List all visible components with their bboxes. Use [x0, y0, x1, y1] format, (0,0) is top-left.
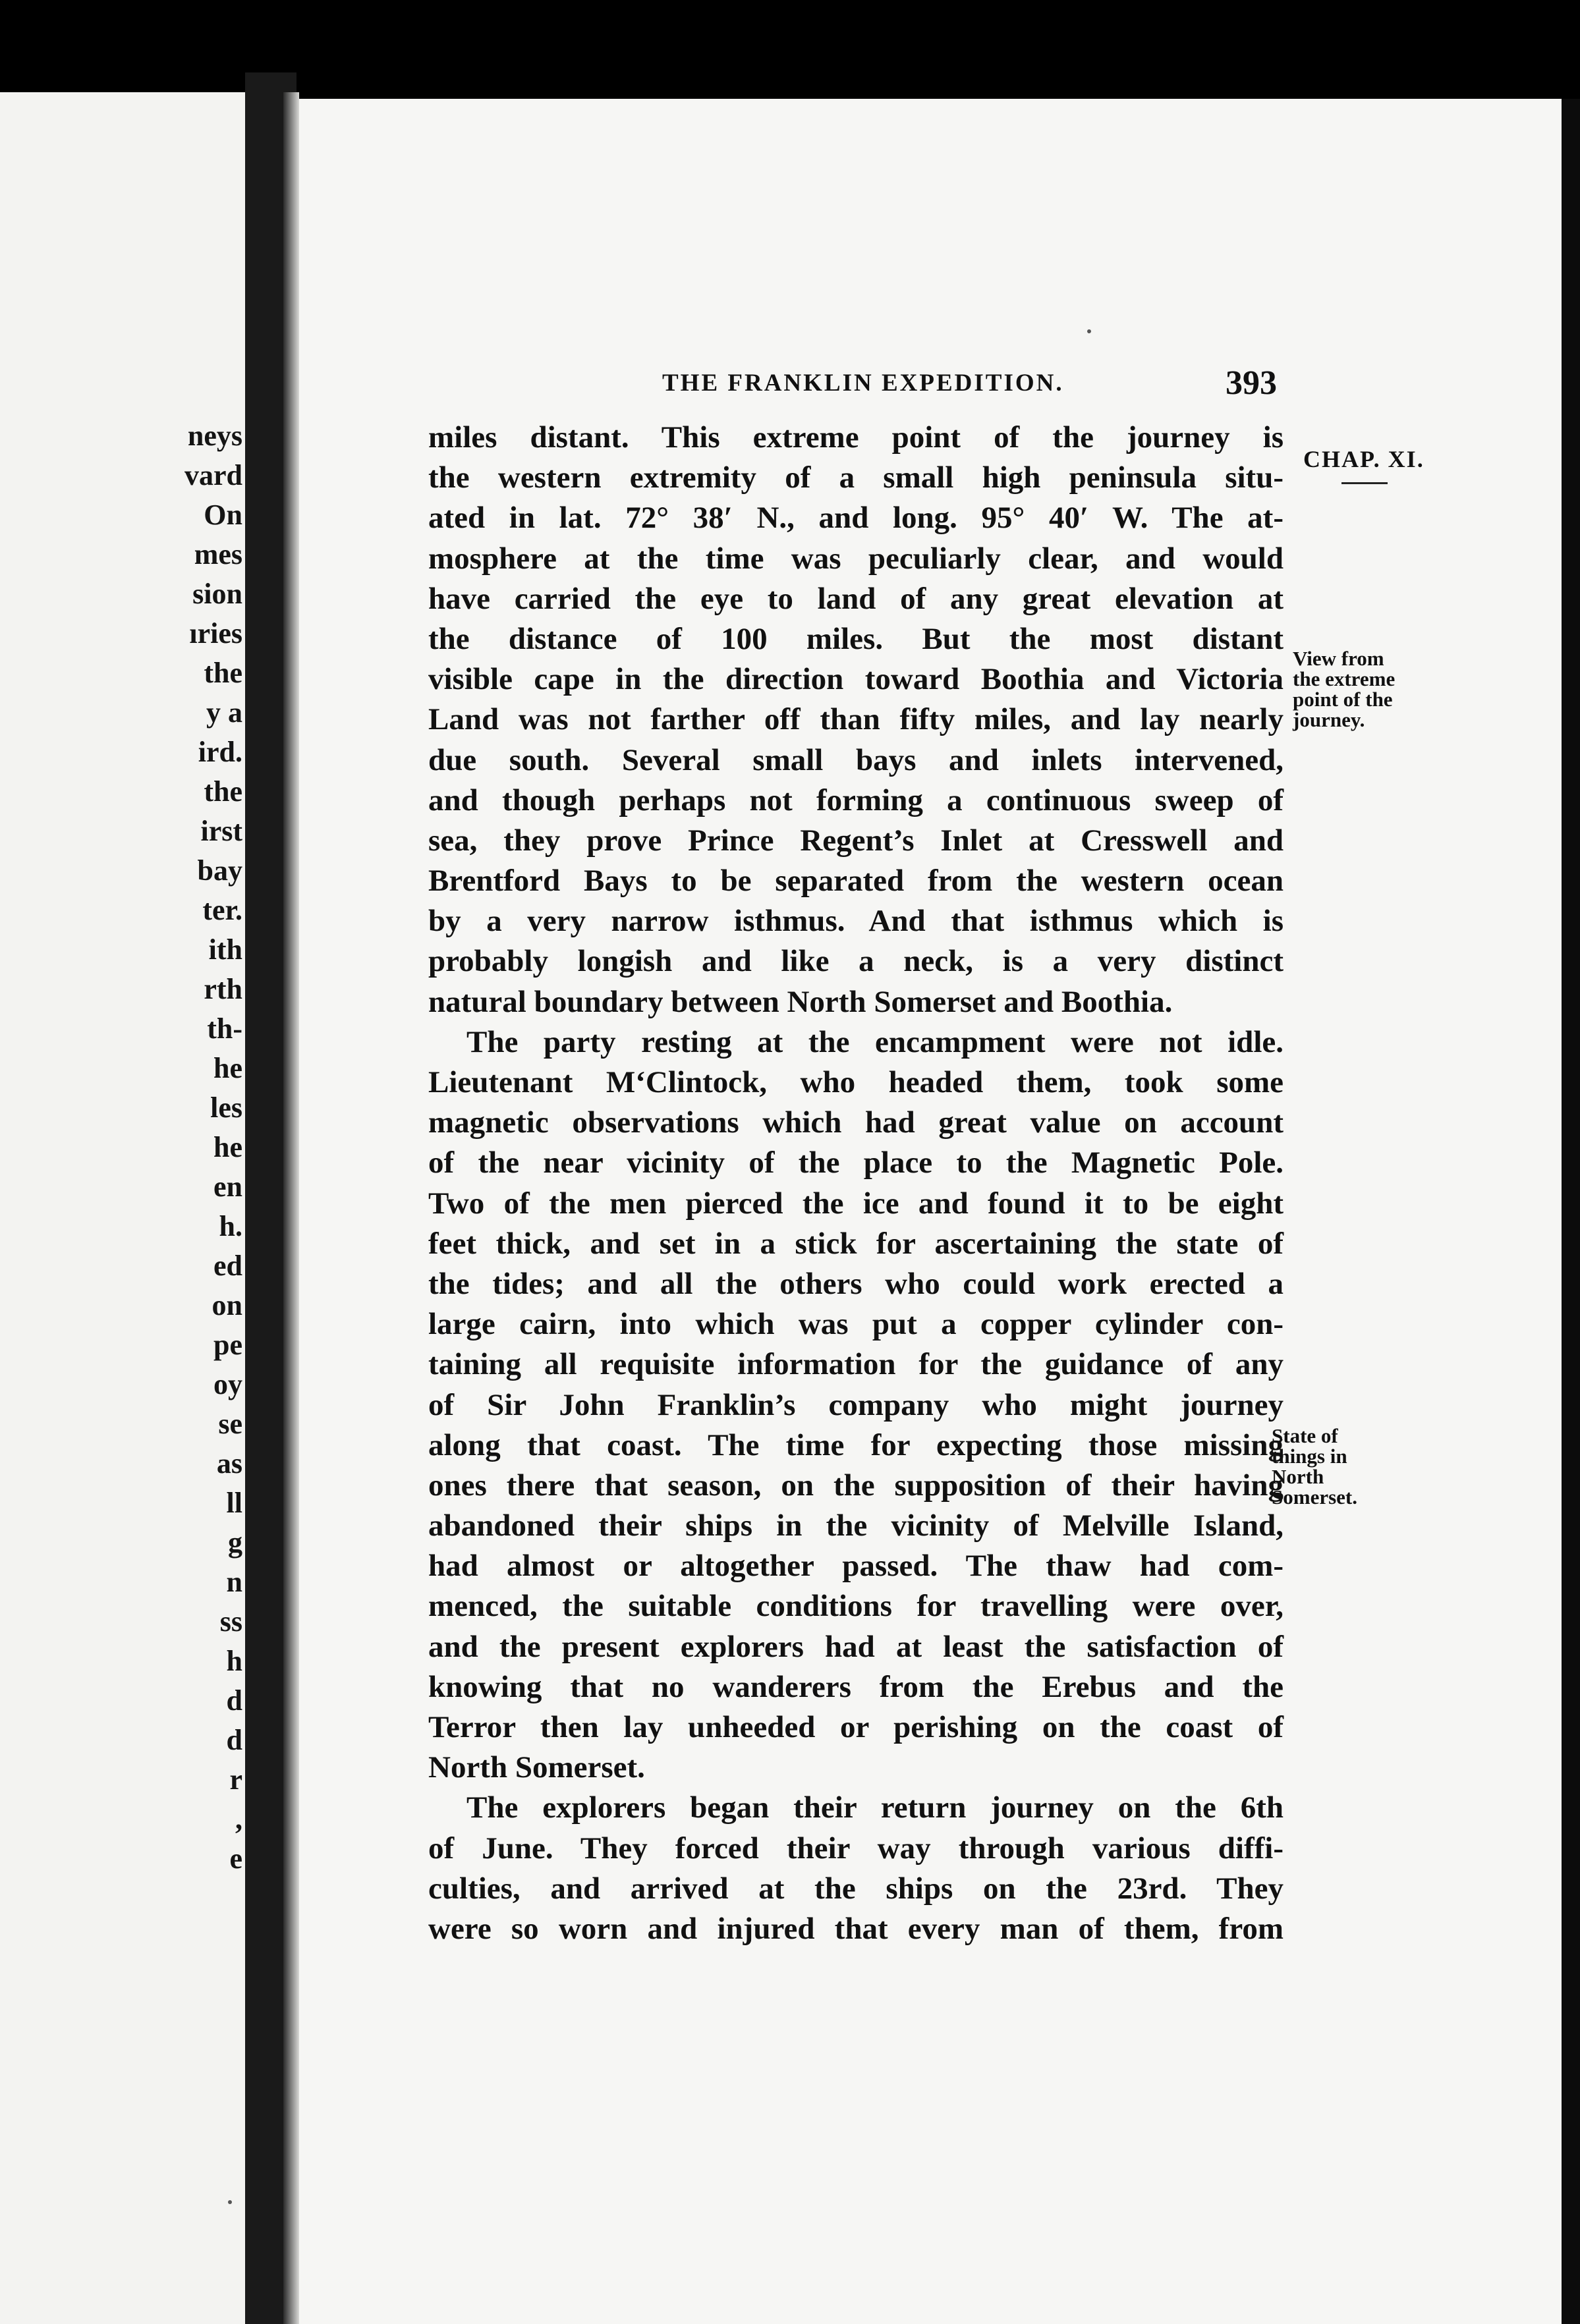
body-line: large cairn, into which was put a copper cylinder con- — [428, 1307, 1284, 1342]
body-line: of Sir John Franklin’s company who might journey — [428, 1387, 1284, 1422]
body-line: culties, and arrived at the ships on the 23rd. They — [428, 1871, 1284, 1906]
facing-page-line: neys — [187, 420, 242, 452]
sidenote-line: View from — [1293, 647, 1384, 670]
body-line: and the present explorers had at least the satisfaction of — [428, 1629, 1284, 1664]
facing-page-line: pe — [213, 1329, 242, 1361]
paper-speck — [1087, 329, 1091, 333]
body-line: North Somerset. — [428, 1750, 645, 1785]
body-line: and though perhaps not forming a continuous sweep of — [428, 783, 1284, 817]
body-line: sea, they prove Prince Regent’s Inlet at Cresswell and — [428, 823, 1284, 858]
sidenote-line: Somerset. — [1272, 1485, 1357, 1508]
body-line: of June. They forced their way through various diffi- — [428, 1831, 1284, 1866]
facing-page-line: , — [235, 1803, 242, 1835]
scan-right-edge — [1562, 99, 1580, 2324]
facing-page-line: rth — [204, 973, 242, 1005]
facing-page-line: he — [213, 1131, 242, 1163]
facing-page-line: th- — [207, 1012, 242, 1045]
body-line: The party resting at the encampment were not idle. — [466, 1024, 1284, 1059]
facing-page-line: as — [216, 1447, 242, 1480]
facing-page-line: on — [212, 1289, 242, 1321]
body-line: the western extremity of a small high peninsula situ- — [428, 460, 1284, 495]
chapter-rule — [1341, 482, 1388, 484]
facing-page-line: h — [226, 1645, 242, 1677]
sidenote-line: journey. — [1293, 708, 1365, 731]
body-line: visible cape in the direction toward Boothia and Victoria — [428, 662, 1284, 697]
facing-page-line: ird. — [198, 736, 242, 768]
body-text — [428, 418, 1284, 1949]
sidenote-state-of-things — [1272, 1425, 1357, 1507]
body-line: Terror then lay unheeded or perishing on the coast of — [428, 1710, 1284, 1744]
body-line: Lieutenant M‘Clintock, who headed them, took some — [428, 1065, 1284, 1099]
page-number: 393 — [1226, 364, 1277, 402]
facing-page-line: d — [226, 1684, 242, 1717]
body-line: magnetic observations which had great value on account — [428, 1105, 1284, 1140]
facing-page-line: irst — [200, 815, 242, 847]
chapter-marker: CHAP. XI. — [1303, 446, 1425, 472]
body-line: ones there that season, on the supposition of their having — [428, 1468, 1284, 1503]
facing-page-line: en — [213, 1171, 242, 1203]
facing-page-line: the — [204, 775, 242, 808]
facing-page-line: h. — [219, 1210, 242, 1242]
sidenote-line: the extreme — [1293, 667, 1396, 690]
facing-page-line: oy — [213, 1368, 242, 1400]
body-line: knowing that no wanderers from the Erebus and the — [428, 1669, 1284, 1704]
body-line: abandoned their ships in the vicinity of Melville Island, — [428, 1508, 1284, 1543]
running-head: THE FRANKLIN EXPEDITION. — [662, 370, 1064, 397]
body-line: by a very narrow isthmus. And that isthmus which is — [428, 904, 1284, 939]
facing-page-line: ith — [208, 933, 242, 966]
body-line: The explorers began their return journey on the 6th — [466, 1790, 1284, 1825]
facing-page-line: e — [229, 1842, 242, 1875]
body-line: ated in lat. 72° 38′ N., and long. 95° 40′ W. The at- — [428, 501, 1284, 536]
body-line: have carried the eye to land of any great elevation at — [428, 581, 1284, 616]
facing-page-line: g — [228, 1526, 242, 1559]
body-line: along that coast. The time for expecting those missing — [428, 1427, 1284, 1462]
facing-page-line: the — [204, 657, 242, 689]
facing-page-line: sion — [192, 578, 242, 610]
body-line: the tides; and all the others who could work erected a — [428, 1266, 1284, 1301]
body-line: feet thick, and set in a stick for ascertaining the state of — [428, 1226, 1284, 1261]
facing-page-line: he — [213, 1052, 242, 1084]
facing-page-line: n — [226, 1566, 242, 1598]
body-line: due south. Several small bays and inlets intervened, — [428, 742, 1284, 777]
sidenote-line: point of the — [1293, 688, 1393, 711]
gutter-shadow — [283, 92, 299, 2324]
facing-page-line: ıries — [189, 617, 242, 650]
facing-page-line: bay — [197, 854, 242, 887]
body-line: miles distant. This extreme point of the journey is — [428, 420, 1284, 455]
facing-page-line: d — [226, 1724, 242, 1756]
sidenote-view-from-extreme-point — [1293, 648, 1395, 730]
body-line: of the near vicinity of the place to the Magnetic Pole. — [428, 1146, 1284, 1180]
paper-speck — [228, 2200, 232, 2204]
facing-page-line: les — [210, 1092, 242, 1124]
facing-page-line: vard — [184, 459, 242, 491]
sidenote-line: things in — [1272, 1445, 1347, 1468]
facing-page-line: y a — [206, 696, 242, 729]
body-line: mosphere at the time was peculiarly clear, and would — [428, 541, 1284, 576]
body-line: natural boundary between North Somerset and Boothia. — [428, 984, 1173, 1019]
body-line: probably longish and like a neck, is a very distinct — [428, 944, 1284, 979]
body-line: were so worn and injured that every man of them, from — [428, 1911, 1284, 1946]
facing-page-line: r — [229, 1763, 242, 1796]
sidenote-line: North — [1272, 1465, 1324, 1488]
body-line: Two of the men pierced the ice and found it to be eight — [428, 1186, 1284, 1221]
sidenote-line: State of — [1272, 1424, 1338, 1447]
facing-page-line: ll — [226, 1487, 242, 1519]
facing-page-line: ter. — [202, 894, 242, 926]
facing-page-line: ss — [219, 1605, 242, 1638]
body-line: Land was not farther off than fifty miles, and lay nearly — [428, 702, 1284, 737]
facing-page-line: mes — [194, 538, 242, 570]
body-line: the distance of 100 miles. But the most distant — [428, 621, 1284, 656]
facing-page-line: ed — [213, 1250, 242, 1282]
body-line: menced, the suitable conditions for travelling were over, — [428, 1589, 1284, 1624]
facing-page-line: On — [204, 499, 242, 531]
body-line: had almost or altogether passed. The thaw had com- — [428, 1549, 1284, 1584]
facing-page-line: se — [218, 1408, 242, 1440]
facing-page-fragment — [0, 92, 245, 2324]
body-line: taining all requisite information for the guidance of any — [428, 1347, 1284, 1382]
body-line: Brentford Bays to be separated from the western ocean — [428, 864, 1284, 899]
